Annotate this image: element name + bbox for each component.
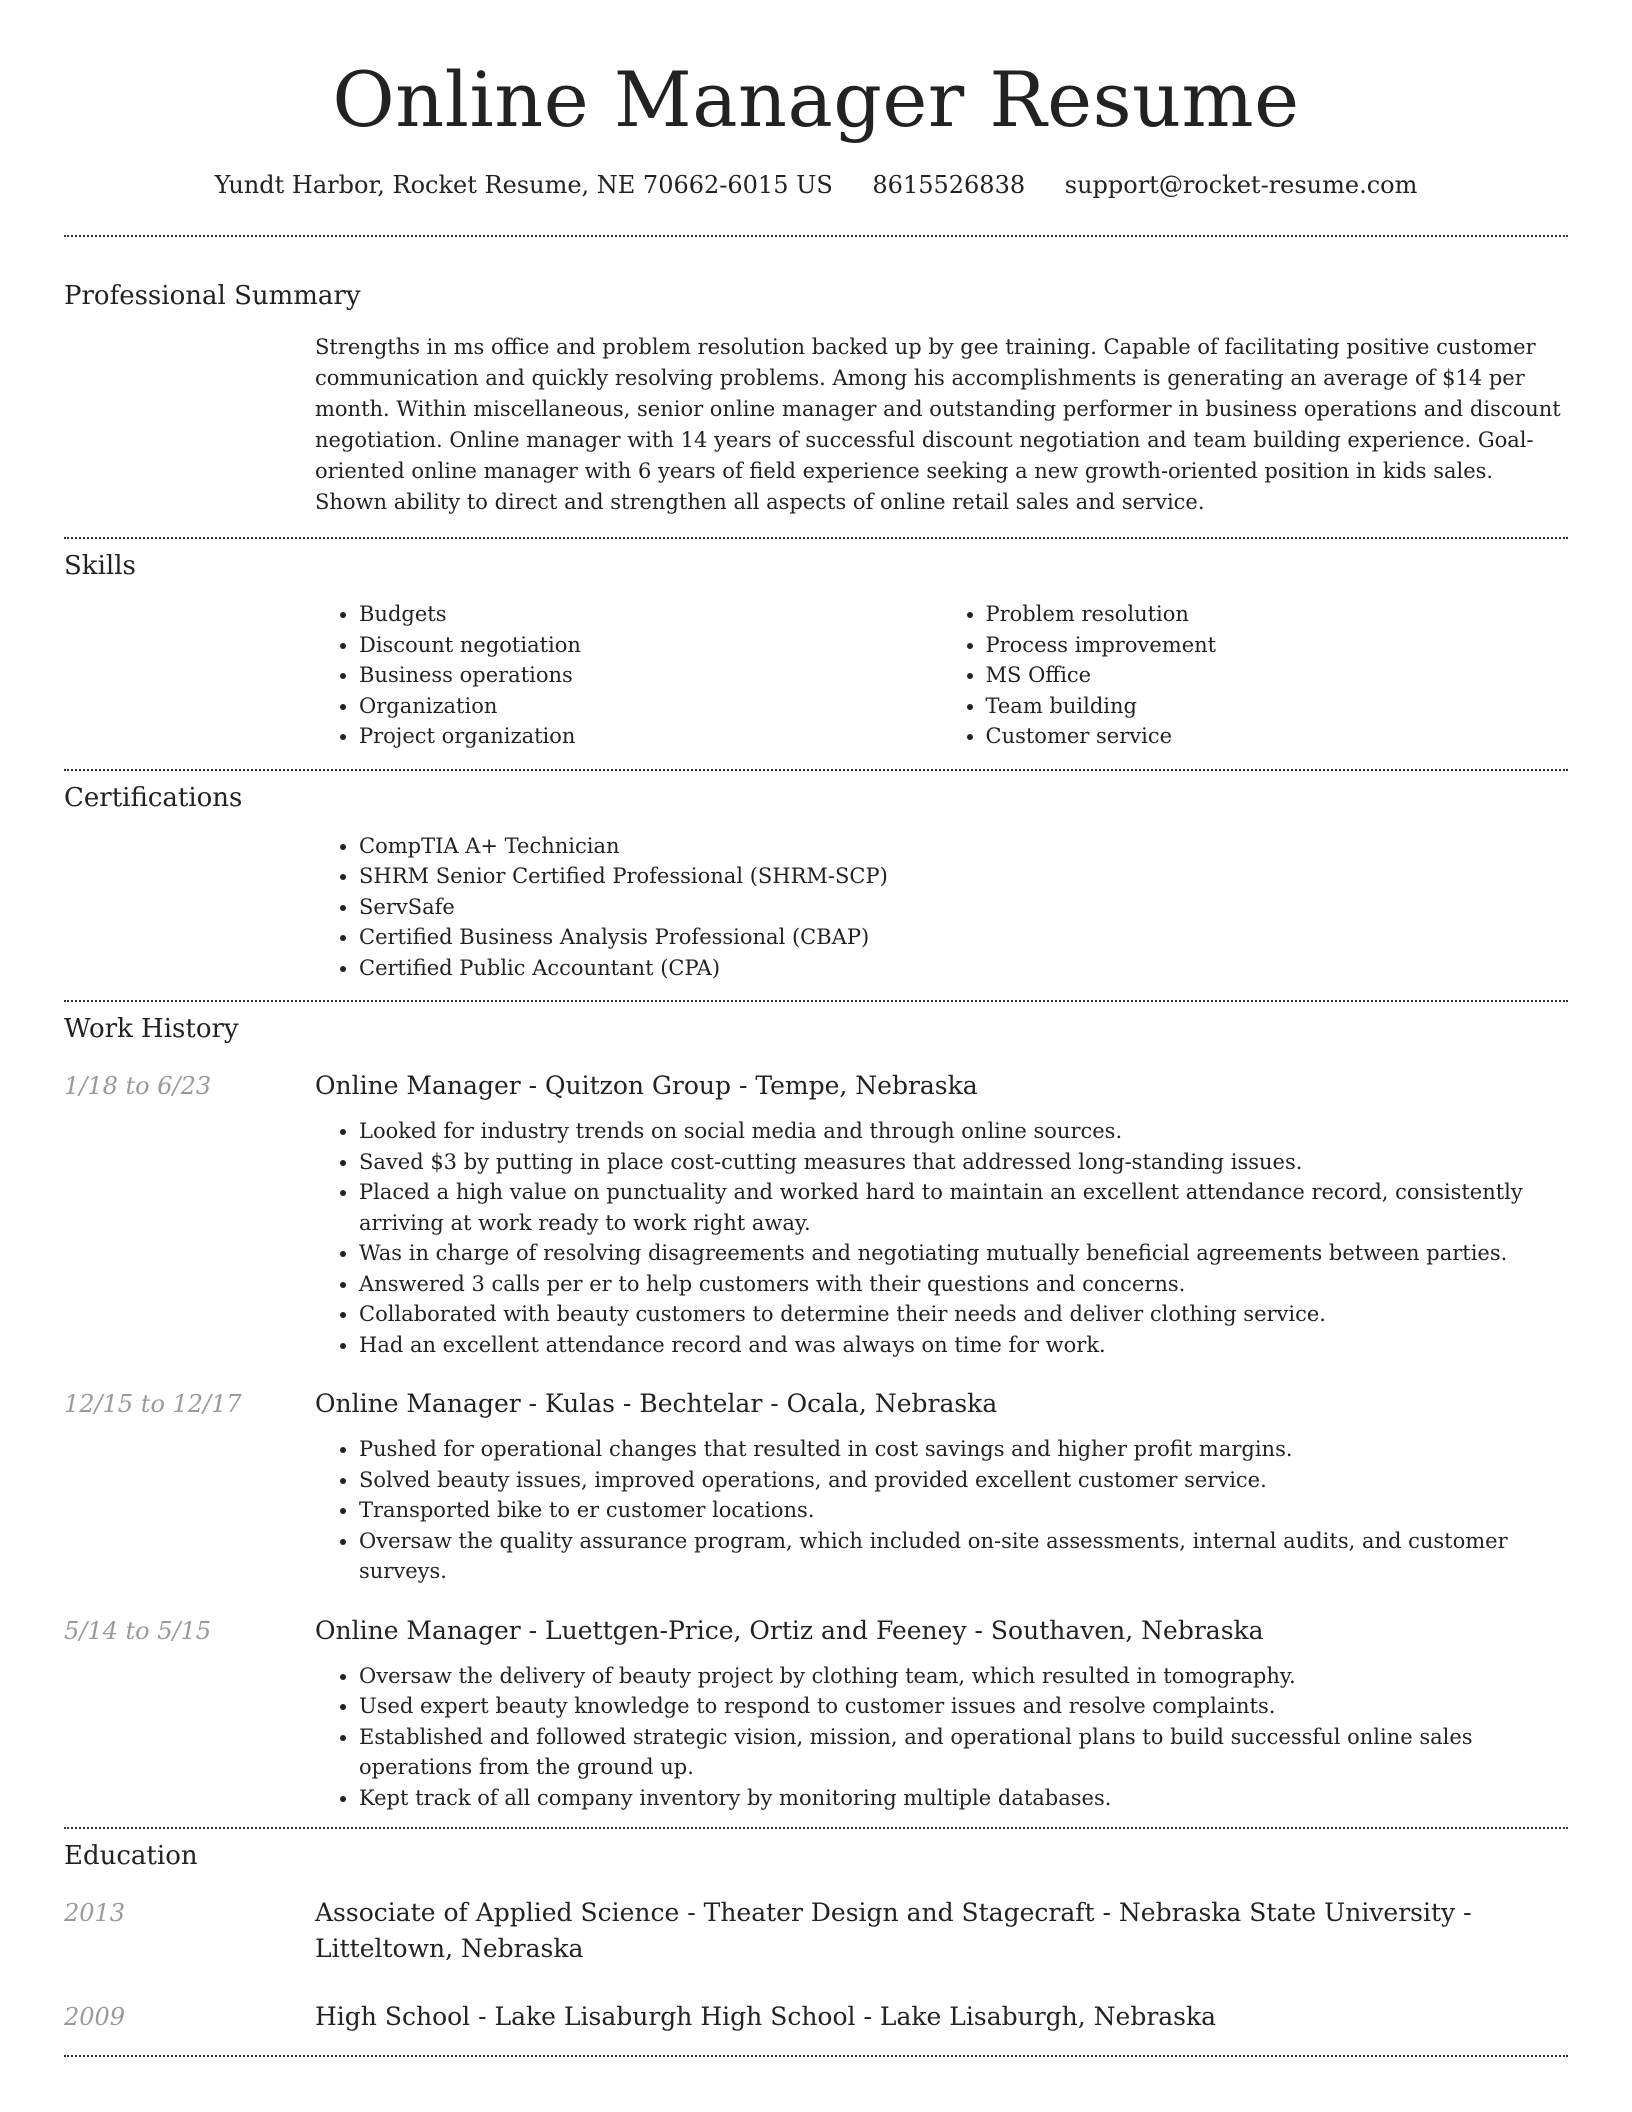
job-entry: [64, 1613, 1568, 1814]
skills-column-right: [942, 599, 1569, 752]
job-bullet: • Transported bike to er customer locations.: [359, 1495, 1568, 1526]
job-entry: [64, 1386, 1568, 1587]
education-entry: [64, 1999, 1568, 2035]
section-divider: [64, 1000, 1568, 1002]
job-bullet: • Pushed for operational changes that resulted in cost savings and higher profit margins.: [359, 1434, 1568, 1465]
skill-item: • Team building: [986, 691, 1569, 722]
contact-line: [64, 170, 1568, 200]
job-title: Online Manager - Luettgen-Price, Ortiz and Feeney - Southaven, Nebraska: [315, 1615, 1264, 1645]
skills-column-left: [315, 599, 942, 752]
job-date: 1/18 to 6/23: [64, 1072, 212, 1100]
section-divider: [64, 537, 1568, 539]
job-date: 5/14 to 5/15: [64, 1616, 212, 1645]
certification-item: • CompTIA A+ Technician: [359, 831, 1568, 862]
certifications-heading: Certifications: [64, 782, 243, 813]
contact-address: Yundt Harbor, Rocket Resume, NE 70662-6015 US: [214, 171, 833, 199]
skill-item: • Customer service: [986, 721, 1569, 752]
job-date: 12/15 to 12/17: [64, 1390, 242, 1418]
education-date: 2009: [64, 2003, 126, 2031]
skills-list: [315, 599, 1568, 752]
resume-title: Online Manager Resume: [332, 55, 1300, 144]
skill-item: • Budgets: [359, 599, 942, 630]
education-date: 2013: [64, 1899, 126, 1927]
job-bullets: [315, 1116, 1568, 1360]
job-bullet: • Oversaw the quality assurance program, which included on-site assessments, internal audits, and customer surveys.: [359, 1526, 1568, 1587]
section-divider: [64, 769, 1568, 771]
resume-page: [64, 0, 1568, 2057]
job-title: Online Manager - Quitzon Group - Tempe, Nebraska: [315, 1071, 978, 1100]
certification-item: • Certified Business Analysis Professional (CBAP): [359, 922, 1568, 953]
job-title: Online Manager - Kulas - Bechtelar - Ocala, Nebraska: [315, 1389, 998, 1418]
job-bullet: • Established and followed strategic vision, mission, and operational plans to build successful online sales operations from the ground up.: [359, 1722, 1568, 1783]
job-bullet: • Collaborated with beauty customers to determine their needs and deliver clothing service.: [359, 1299, 1568, 1330]
skill-item: • Problem resolution: [986, 599, 1569, 630]
job-bullet: • Looked for industry trends on social media and through online sources.: [359, 1116, 1568, 1147]
education-title: High School - Lake Lisaburgh High School - Lake Lisaburgh, Nebraska: [315, 2002, 1217, 2031]
certification-item: • ServSafe: [359, 892, 1568, 923]
skill-item: • MS Office: [986, 660, 1569, 691]
skill-item: • Organization: [359, 691, 942, 722]
job-bullet: • Placed a high value on punctuality and worked hard to maintain an excellent attendance record, consistently arriving at work ready to work right away.: [359, 1177, 1568, 1238]
skill-item: • Project organization: [359, 721, 942, 752]
job-bullet: • Oversaw the delivery of beauty project by clothing team, which resulted in tomography.: [359, 1661, 1568, 1692]
section-divider: [64, 1827, 1568, 1829]
education-entry: [64, 1895, 1568, 1967]
summary-text: Strengths in ms office and problem resolution backed up by gee training. Capable of facilitating positive customer communication and quickly resolving problems. Among his accomplishments is generating an average of $14 per month. Within miscellaneous, senior online manager and outstanding performer in business operations and discount negotiation. Online manager with 14 years of successful discount negotiation and team building experience. Goal-oriented online manager with 6 years of field experience seeking a new growth-oriented position in kids sales. Shown ability to direct and strengthen all aspects of online retail sales and service.: [315, 335, 1561, 514]
skill-item: • Business operations: [359, 660, 942, 691]
section-divider: [64, 2055, 1568, 2057]
certifications-list: [315, 831, 1568, 984]
summary-heading: Professional Summary: [64, 281, 361, 311]
skill-item: • Discount negotiation: [359, 630, 942, 661]
certification-item: • SHRM Senior Certified Professional (SHRM-SCP): [359, 861, 1568, 892]
education-heading: Education: [64, 1841, 198, 1871]
job-bullet: • Saved $3 by putting in place cost-cutting measures that addressed long-standing issues.: [359, 1147, 1568, 1178]
job-bullet: • Was in charge of resolving disagreements and negotiating mutually beneficial agreements between parties.: [359, 1238, 1568, 1269]
job-entry: [64, 1068, 1568, 1360]
job-bullets: [315, 1661, 1568, 1814]
section-divider: [64, 235, 1568, 237]
job-bullet: • Solved beauty issues, improved operations, and provided excellent customer service.: [359, 1465, 1568, 1496]
contact-email: support@rocket-resume.com: [1064, 171, 1418, 199]
work-heading: Work History: [64, 1014, 239, 1044]
education-title: Associate of Applied Science - Theater Design and Stagecraft - Nebraska State University - Litteltown, Nebraska: [315, 1898, 1472, 1963]
job-bullet: • Had an excellent attendance record and was always on time for work.: [359, 1330, 1568, 1361]
skills-heading: Skills: [64, 551, 136, 581]
skill-item: • Process improvement: [986, 630, 1569, 661]
job-bullet: • Used expert beauty knowledge to respond to customer issues and resolve complaints.: [359, 1691, 1568, 1722]
job-bullet: • Answered 3 calls per er to help customers with their questions and concerns.: [359, 1269, 1568, 1300]
job-bullet: • Kept track of all company inventory by monitoring multiple databases.: [359, 1783, 1568, 1814]
job-bullets: [315, 1434, 1568, 1587]
certification-item: • Certified Public Accountant (CPA): [359, 953, 1568, 984]
contact-phone: 8615526838: [872, 171, 1026, 199]
